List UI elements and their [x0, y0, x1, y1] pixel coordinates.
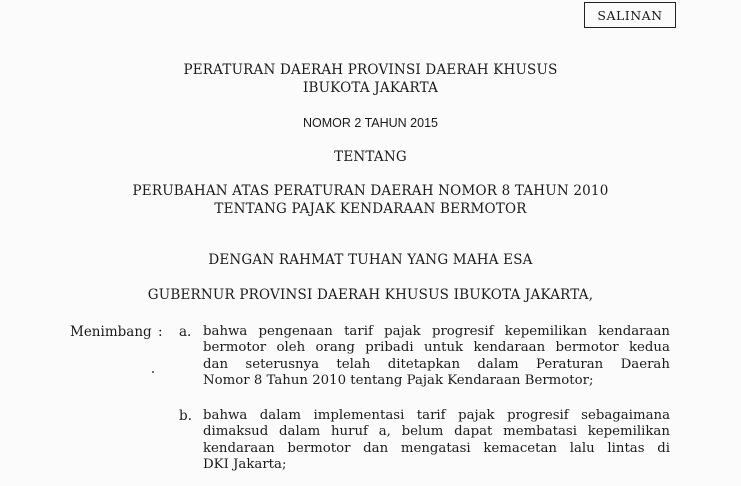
- invocation: DENGAN RAHMAT TUHAN YANG MAHA ESA: [208, 252, 533, 268]
- considering-colon: :: [158, 324, 163, 340]
- considering-label: Menimbang: [70, 324, 152, 340]
- title-line-2: IBUKOTA JAKARTA: [302, 80, 439, 96]
- item-letter-a: a.: [179, 324, 192, 340]
- item-a-line-4: Nomor 8 Tahun 2010 tentang Pajak Kendaraan Bermotor;: [203, 372, 594, 388]
- scan-speck: [152, 371, 154, 373]
- item-a-line-3: dan seterusnya telah ditetapkan dalam Peraturan Daerah: [203, 356, 670, 372]
- authority: GUBERNUR PROVINSI DAERAH KHUSUS IBUKOTA JAKARTA,: [147, 287, 594, 303]
- item-b-line-1: bahwa dalam implementasi tarif pajak progresif sebagaimana: [203, 408, 670, 423]
- salinan-stamp: SALINAN: [584, 2, 676, 28]
- item-b-line-2: dimaksud dalam huruf a, belum dapat membatasi kepemilikan: [203, 424, 670, 440]
- item-a-text: [203, 324, 670, 389]
- item-b-line-3: kendaraan bermotor dan mengatasi kemacetan lalu lintas di: [203, 440, 670, 456]
- subject-line-2: TENTANG PAJAK KENDARAAN BERMOTOR: [214, 201, 527, 217]
- item-a-line-2: bermotor oleh orang pribadi untuk kendaraan bermotor kedua: [203, 340, 670, 356]
- item-b-line-4: DKI Jakarta;: [203, 456, 287, 472]
- about-label: TENTANG: [334, 149, 407, 165]
- regulation-number: NOMOR 2 TAHUN 2015: [303, 116, 438, 130]
- subject-line-1: PERUBAHAN ATAS PERATURAN DAERAH NOMOR 8 TAHUN 2010: [132, 183, 609, 199]
- title-line-1: PERATURAN DAERAH PROVINSI DAERAH KHUSUS: [183, 62, 558, 78]
- item-letter-b: b.: [179, 408, 192, 424]
- item-b-text: [203, 408, 670, 473]
- item-a-line-1: bahwa pengenaan tarif pajak progresif kepemilikan kendaraan: [203, 324, 670, 339]
